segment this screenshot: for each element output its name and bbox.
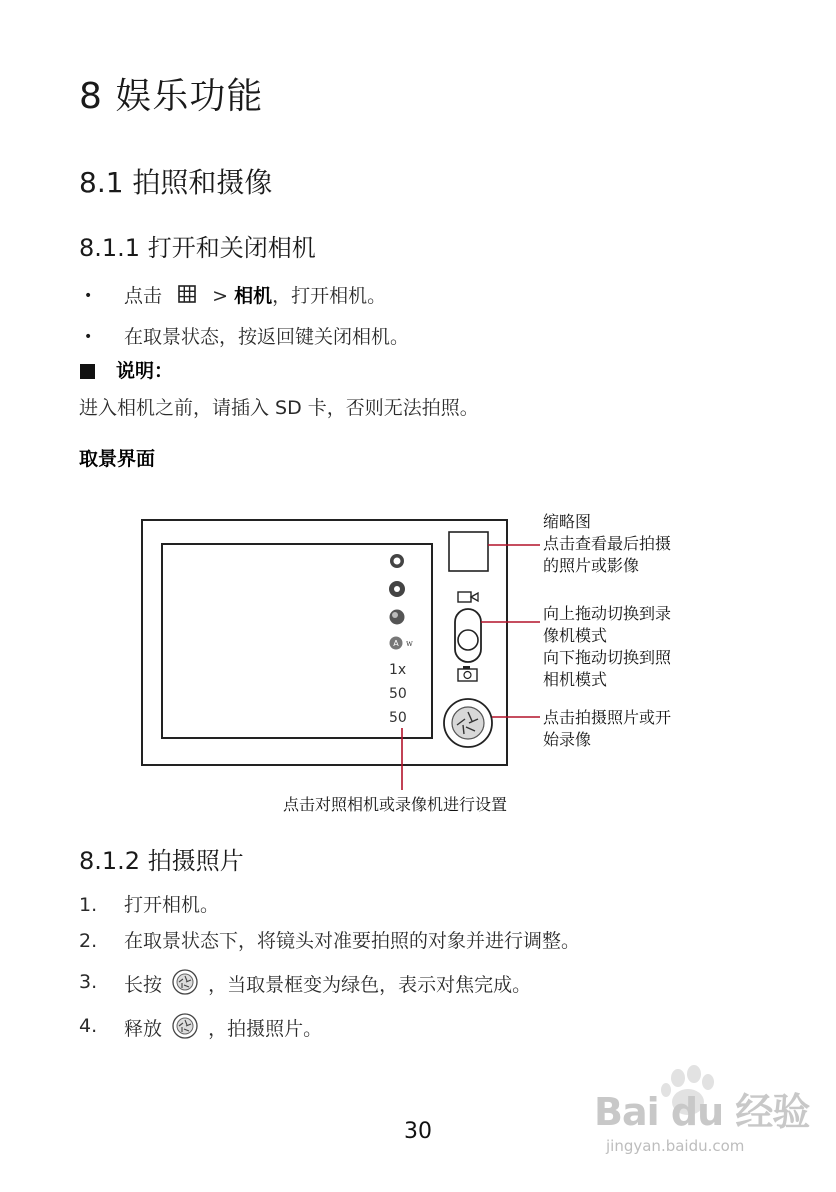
photo-camera-icon	[458, 666, 477, 681]
bullet-open-prefix: 点击	[124, 285, 163, 307]
chapter-title: 8 娱乐功能	[79, 76, 264, 117]
step-number: 3.	[79, 971, 98, 993]
note-text: 进入相机之前，请插入 SD 卡，否则无法拍照。	[79, 397, 479, 419]
note-label: 说明：	[116, 360, 174, 382]
settings-icons-column	[389, 554, 413, 650]
bullet-dot: •	[84, 329, 93, 345]
bullet-dot: •	[84, 288, 93, 304]
gear-icon	[389, 581, 405, 597]
callout-shutter-line: 始录像	[543, 730, 592, 749]
step-text: 打开相机。	[124, 894, 220, 916]
callout-thumbnail-line: 点击查看最后拍摄	[543, 534, 672, 553]
subsection-title-take-photo: 8.1.2 拍摄照片	[79, 847, 244, 875]
viewfinder-heading: 取景界面	[79, 448, 156, 470]
step-text	[124, 1013, 322, 1046]
bullet-open-suffix: ，打开相机。	[272, 285, 387, 307]
callout-settings: 点击对照相机或录像机进行设置	[283, 795, 508, 814]
step-number: 2.	[79, 930, 98, 952]
svg-text:w: w	[406, 639, 413, 648]
shutter-button	[444, 699, 492, 747]
step-text-post: ，当取景框变为绿色，表示对焦完成。	[208, 974, 532, 996]
step-text-post: ，拍摄照片。	[208, 1018, 323, 1040]
callout-thumbnail-line: 缩略图	[543, 512, 592, 531]
camera-menu-label: 相机	[234, 285, 273, 307]
baidu-watermark	[590, 1062, 810, 1170]
shutter-inline-icon	[172, 969, 198, 1002]
zoom-value: 1x	[389, 662, 407, 678]
thumbnail-box	[449, 532, 488, 571]
step-text-pre: 长按	[124, 974, 163, 996]
callout-switch-line: 像机模式	[543, 626, 608, 645]
callout-thumbnail-line: 的照片或影像	[543, 556, 640, 575]
callout-switch-line: 向上拖动切换到录	[543, 604, 672, 623]
page-number: 30	[404, 1119, 432, 1144]
shutter-inline-icon	[172, 1013, 198, 1046]
section-title: 8.1 拍照和摄像	[79, 166, 273, 199]
step-text-pre: 释放	[124, 1018, 163, 1040]
scene-icon	[390, 610, 405, 625]
subsection-title-open-close: 8.1.1 打开和关闭相机	[79, 234, 316, 262]
setting-value-1: 50	[389, 686, 407, 702]
callout-switch-line: 向下拖动切换到照	[543, 648, 672, 667]
callout-shutter-line: 点击拍摄照片或开	[543, 708, 672, 727]
svg-text:A: A	[393, 639, 399, 648]
callout-switch-line: 相机模式	[543, 670, 608, 689]
white-balance-icon	[390, 637, 414, 650]
bullet-close-camera: 在取景状态，按返回键关闭相机。	[124, 326, 410, 348]
step-number: 1.	[79, 894, 98, 916]
mode-switch	[455, 609, 481, 662]
callout-thumbnail	[543, 511, 671, 577]
step-number: 4.	[79, 1015, 98, 1037]
callout-switch	[543, 603, 671, 691]
watermark-url: jingyan.baidu.com	[606, 1137, 745, 1155]
watermark-brand: Bai du 经验	[594, 1090, 810, 1134]
flash-icon	[390, 554, 404, 568]
bullet-open-separator: >	[212, 285, 229, 307]
setting-value-2: 50	[389, 710, 407, 726]
callout-shutter	[543, 707, 671, 751]
step-text: 在取景状态下，将镜头对准要拍照的对象并进行调整。	[124, 930, 581, 952]
step-text	[124, 969, 531, 1002]
video-camera-icon	[458, 592, 478, 602]
